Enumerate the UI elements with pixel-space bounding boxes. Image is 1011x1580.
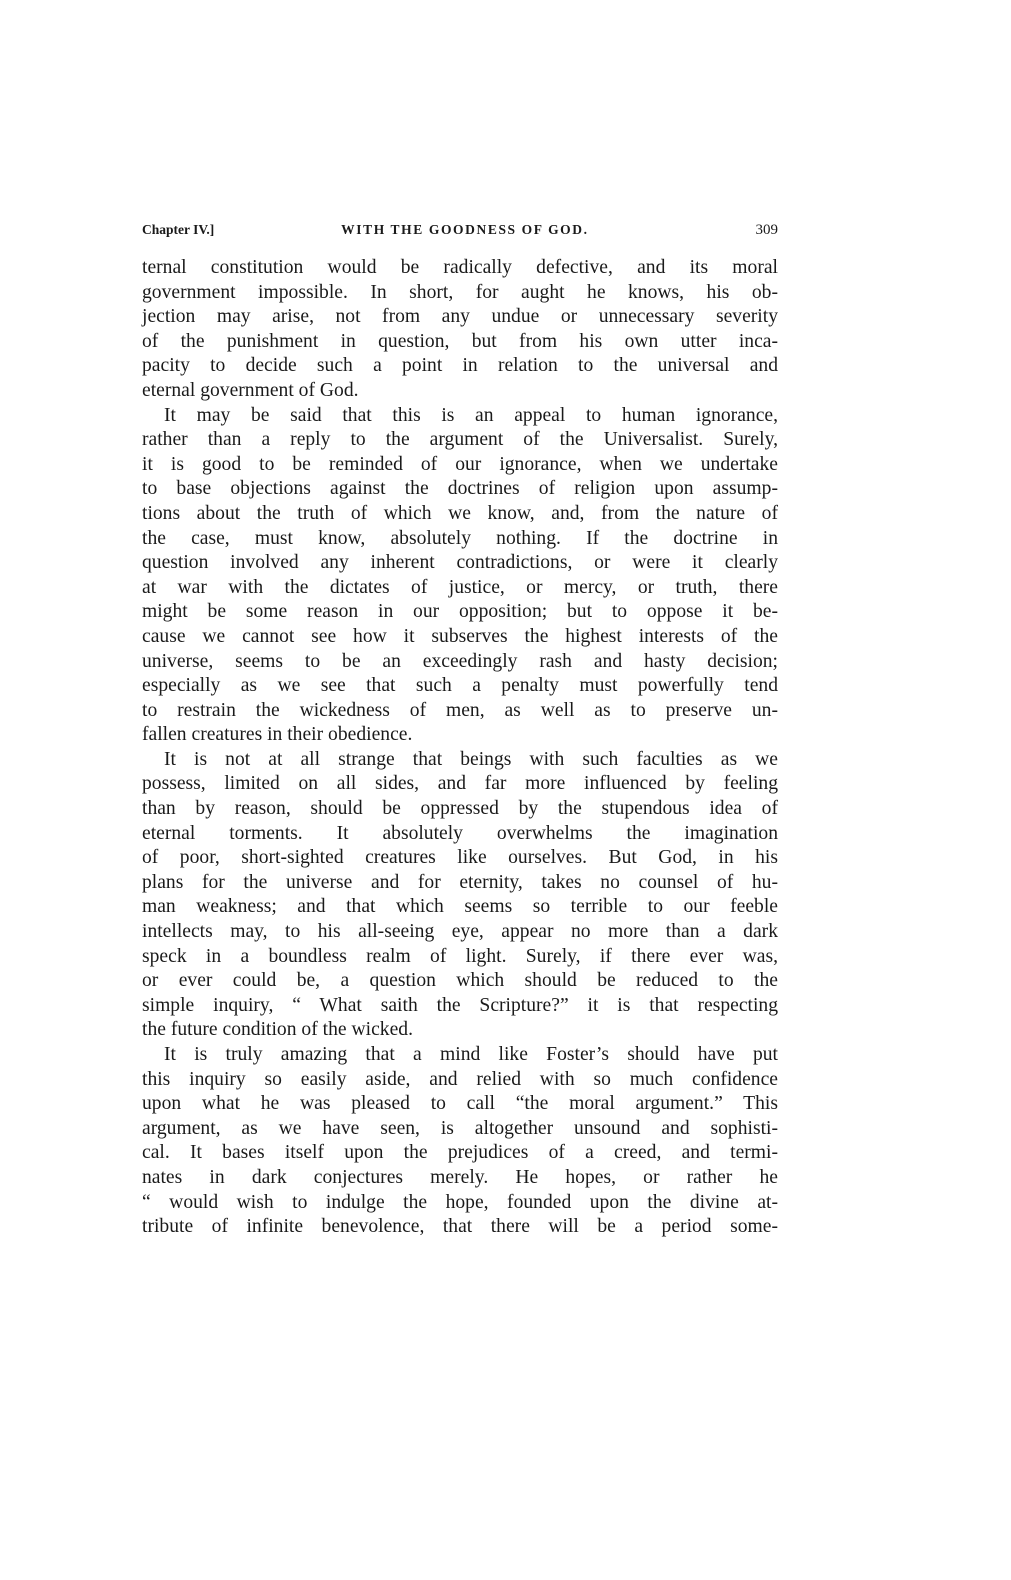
- text-line: government impossible. In short, for aught he knows, his ob-: [142, 281, 778, 303]
- text-line: It is not at all strange that beings with such faculties as we: [164, 748, 778, 770]
- text-line: cause we cannot see how it subserves the highest interests of the: [142, 625, 778, 647]
- text-line: argument, as we have seen, is altogether unsound and sophisti-: [142, 1117, 778, 1139]
- text-line: fallen creatures in their obedience.: [142, 724, 413, 746]
- text-line: man weakness; and that which seems so terrible to our feeble: [142, 896, 778, 918]
- text-line: jection may arise, not from any undue or unnecessary severity: [142, 306, 778, 328]
- text-line: of poor, short-sighted creatures like ourselves. But God, in his: [142, 847, 778, 869]
- running-title: WITH THE GOODNESS OF GOD.: [341, 222, 589, 237]
- text-line: It is truly amazing that a mind like Foster’s should have put: [164, 1044, 778, 1065]
- text-line: of the punishment in question, but from his own utter inca-: [142, 330, 778, 352]
- text-line: pacity to decide such a point in relation to the universal and: [142, 355, 778, 377]
- page-number: 309: [755, 222, 778, 238]
- text-line: the future condition of the wicked.: [142, 1019, 413, 1041]
- paragraph: [142, 256, 778, 404]
- text-line: plans for the universe and for eternity, takes no counsel of hu-: [142, 871, 778, 893]
- text-line: simple inquiry, “ What saith the Scripture?” it is that respecting: [142, 994, 778, 1016]
- text-line: to base objections against the doctrines of religion upon assump-: [142, 478, 778, 500]
- text-line: nates in dark conjectures merely. He hopes, or rather he: [142, 1166, 778, 1188]
- text-line: possess, limited on all sides, and far more influenced by feeling: [142, 773, 778, 795]
- text-line: this inquiry so easily aside, and relied with so much confidence: [142, 1068, 778, 1090]
- text-line: speck in a boundless realm of light. Surely, if there ever was,: [142, 945, 778, 967]
- text-line: rather than a reply to the argument of the Universalist. Surely,: [142, 429, 778, 451]
- text-line: tions about the truth of which we know, and, from the nature of: [142, 502, 778, 524]
- book-page: [142, 222, 778, 1240]
- paragraph: [142, 1043, 778, 1240]
- text-line: to restrain the wickedness of men, as well as to preserve un-: [142, 699, 778, 721]
- text-line: ternal constitution would be radically defective, and its moral: [142, 257, 778, 278]
- text-line: at war with the dictates of justice, or mercy, or truth, there: [142, 576, 778, 598]
- text-line: upon what he was pleased to call “the moral argument.” This: [142, 1093, 778, 1115]
- text-line: or ever could be, a question which should be reduced to the: [142, 970, 778, 992]
- text-line: might be some reason in our opposition; but to oppose it be-: [142, 601, 778, 623]
- paragraph: [142, 404, 778, 748]
- text-line: question involved any inherent contradictions, or were it clearly: [142, 552, 778, 574]
- text-line: eternal torments. It absolutely overwhelms the imagination: [142, 822, 778, 844]
- text-line: It may be said that this is an appeal to human ignorance,: [164, 404, 778, 426]
- text-line: than by reason, should be oppressed by the stupendous idea of: [142, 798, 778, 820]
- text-line: it is good to be reminded of our ignorance, when we undertake: [142, 453, 778, 475]
- text-line: tribute of infinite benevolence, that there will be a period some-: [142, 1216, 778, 1238]
- paragraph: [142, 748, 778, 1043]
- text-line: intellects may, to his all-seeing eye, appear no more than a dark: [142, 921, 778, 943]
- text-line: eternal government of God.: [142, 379, 359, 401]
- running-head: [142, 222, 778, 244]
- text-line: especially as we see that such a penalty must powerfully tend: [142, 675, 778, 697]
- body-text: [142, 256, 778, 1240]
- text-line: the case, must know, absolutely nothing. If the doctrine in: [142, 527, 778, 549]
- text-line: “ would wish to indulge the hope, founded upon the divine at-: [142, 1191, 778, 1213]
- chapter-label: Chapter IV.]: [142, 222, 215, 237]
- text-line: cal. It bases itself upon the prejudices of a creed, and termi-: [142, 1142, 778, 1164]
- text-line: universe, seems to be an exceedingly rash and hasty decision;: [142, 650, 778, 672]
